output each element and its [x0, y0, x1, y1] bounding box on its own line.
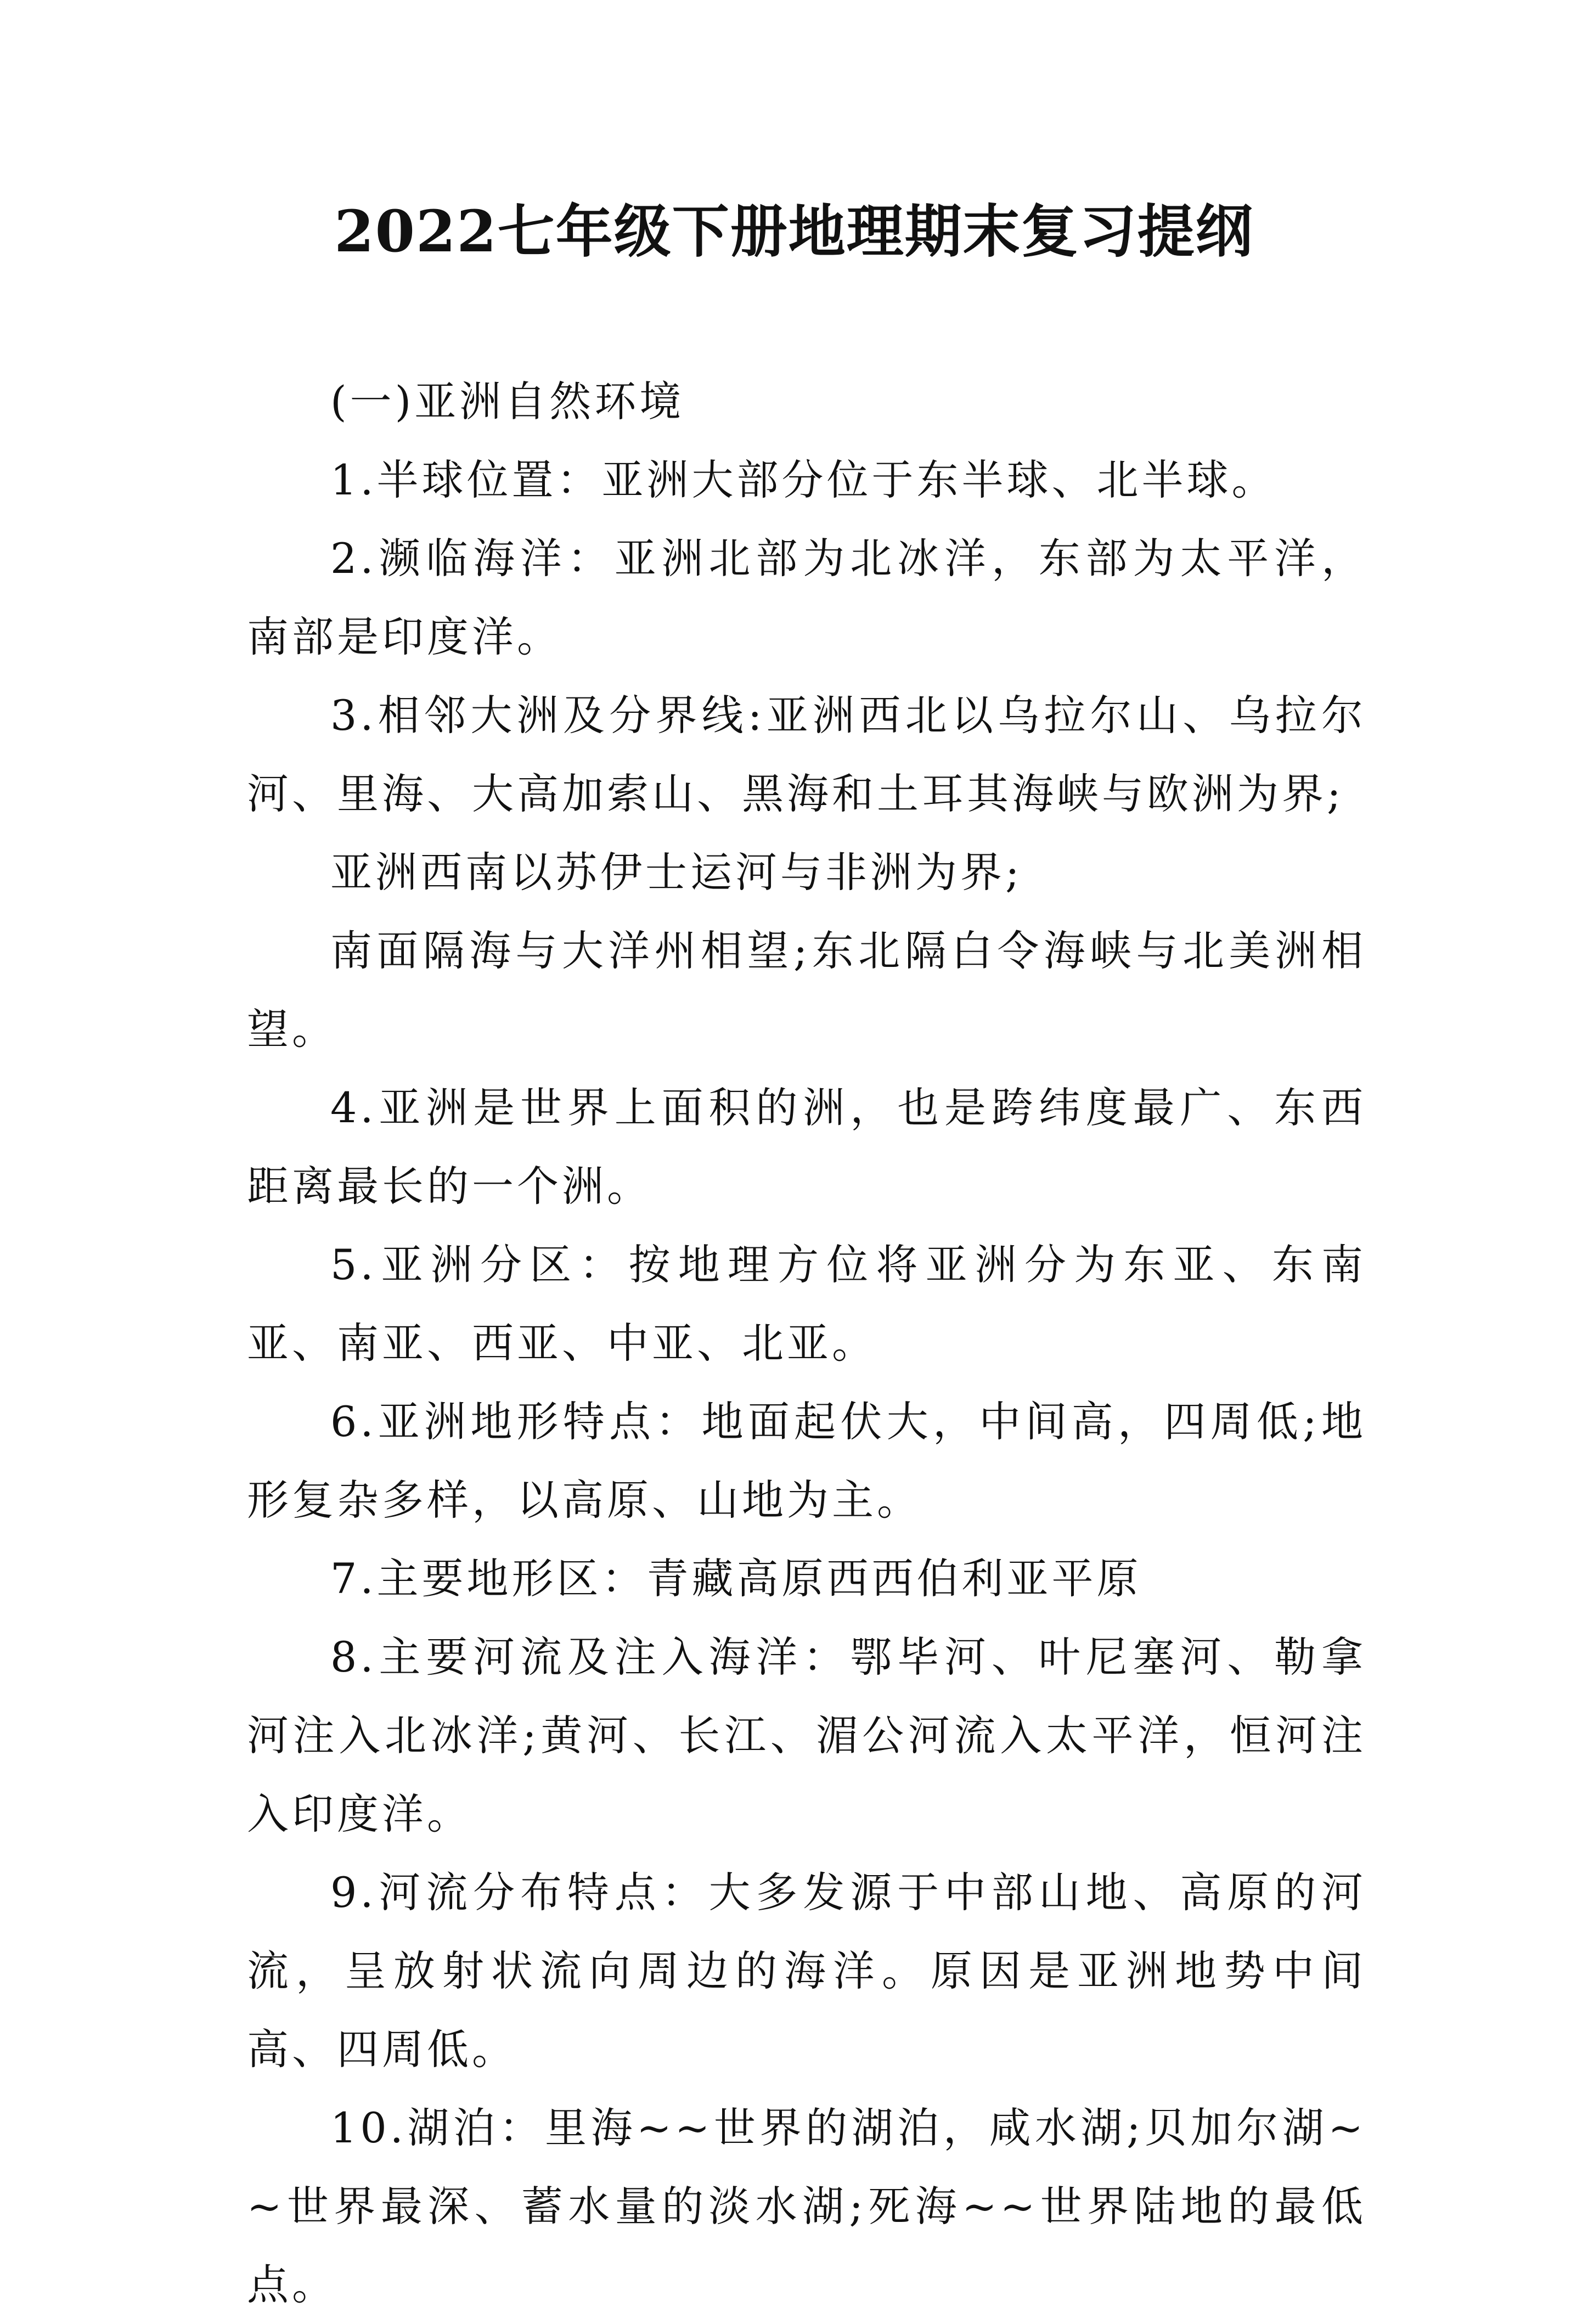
paragraph-9: 9.河流分布特点：大多发源于中部山地、高原的河流，呈放射状流向周边的海洋。原因是亚洲地势中间高、四周低。: [247, 1868, 1366, 2074]
paragraph-2: 2.濒临海洋：亚洲北部为北冰洋，东部为太平洋，南部是印度洋。: [247, 534, 1366, 661]
paragraph-6: 6.亚洲地形特点：地面起伏大，中间高，四周低;地形复杂多样，以高原、山地为主。: [247, 1397, 1366, 1524]
document-title: 2022七年级下册地理期末复习提纲: [334, 198, 1254, 265]
section-heading: (一)亚洲自然环境: [330, 377, 685, 426]
paragraph-3-south-northeast: 南面隔海与大洋州相望;东北隔白令海峡与北美洲相望。: [247, 926, 1366, 1054]
paragraph-7: 7.主要地形区：青藏高原西西伯利亚平原: [330, 1554, 1142, 1603]
document-body: [247, 362, 1366, 2324]
paragraph-1: 1.半球位置：亚洲大部分位于东半球、北半球。: [330, 455, 1277, 504]
paragraph-4: 4.亚洲是世界上面积的洲，也是跨纬度最广、东西距离最长的一个洲。: [247, 1083, 1366, 1211]
paragraph-3: 3.相邻大洲及分界线:亚洲西北以乌拉尔山、乌拉尔河、里海、大高加索山、黑海和土耳其海峡与欧洲为界;: [247, 691, 1366, 818]
paragraph-5: 5.亚洲分区：按地理方位将亚洲分为东亚、东南亚、南亚、西亚、中亚、北亚。: [247, 1240, 1366, 1368]
paragraph-3-southwest: 亚洲西南以苏伊士运河与非洲为界;: [330, 848, 1023, 897]
paragraph-8: 8.主要河流及注入海洋：鄂毕河、叶尼塞河、勒拿河注入北冰洋;黄河、长江、湄公河流入太平洋，恒河注入印度洋。: [247, 1633, 1366, 1838]
paragraph-10: 10.湖泊：里海~~世界的湖泊，咸水湖;贝加尔湖~~世界最深、蓄水量的淡水湖;死海~~世界陆地的最低点。: [247, 2103, 1366, 2309]
